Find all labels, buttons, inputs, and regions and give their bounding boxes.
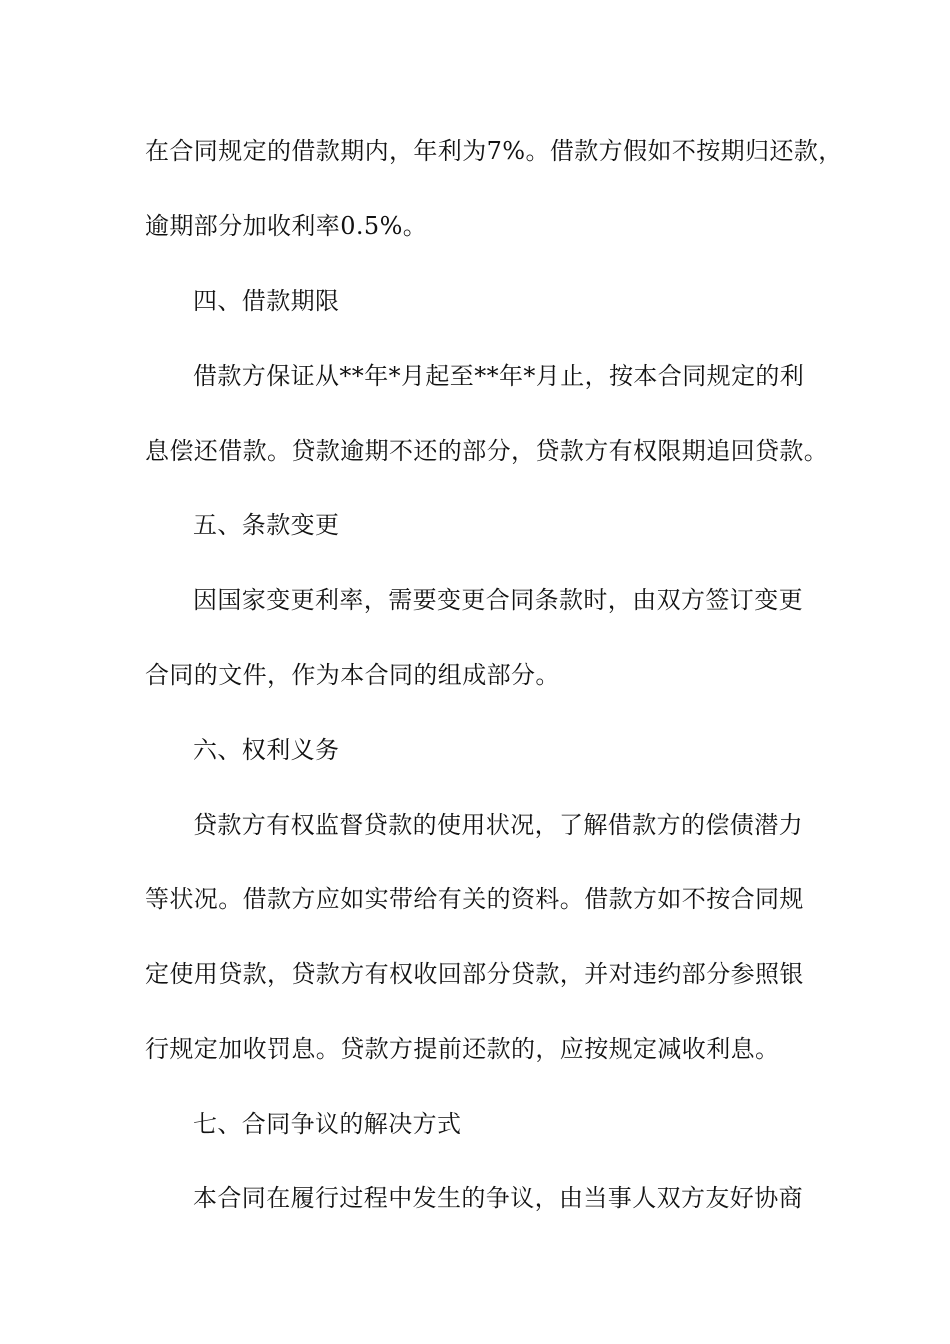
paragraph-line-interest-rate: 在合同规定的借款期内，年利为7%。借款方假如不按期归还款， — [145, 137, 843, 165]
paragraph-line-contract-document: 合同的文件，作为本合同的组成部分。 — [145, 661, 560, 689]
section-heading-loan-term: 四、借款期限 — [193, 287, 340, 315]
paragraph-line-supervision: 贷款方有权监督贷款的使用状况，了解借款方的偿债潜力 — [193, 811, 803, 839]
paragraph-line-repayment-period: 借款方保证从**年*月起至**年*月止，按本合同规定的利 — [193, 362, 805, 390]
paragraph-line-recall: 定使用贷款，贷款方有权收回部分贷款，并对违约部分参照银 — [145, 960, 804, 988]
paragraph-line-overdue-rate: 逾期部分加收利率0.5%。 — [145, 212, 428, 240]
paragraph-line-materials: 等状况。借款方应如实带给有关的资料。借款方如不按合同规 — [145, 885, 804, 913]
paragraph-line-rate-change: 因国家变更利率，需要变更合同条款时，由双方签订变更 — [193, 586, 803, 614]
paragraph-line-dispute: 本合同在履行过程中发生的争议，由当事人双方友好协商 — [193, 1184, 803, 1212]
section-heading-dispute-resolution: 七、合同争议的解决方式 — [193, 1110, 462, 1138]
paragraph-line-overdue-recovery: 息偿还借款。贷款逾期不还的部分，贷款方有权限期追回贷款。 — [145, 437, 829, 465]
section-heading-clause-change: 五、条款变更 — [193, 511, 340, 539]
paragraph-line-penalty: 行规定加收罚息。贷款方提前还款的，应按规定减收利息。 — [145, 1035, 780, 1063]
section-heading-rights-obligations: 六、权利义务 — [193, 736, 340, 764]
